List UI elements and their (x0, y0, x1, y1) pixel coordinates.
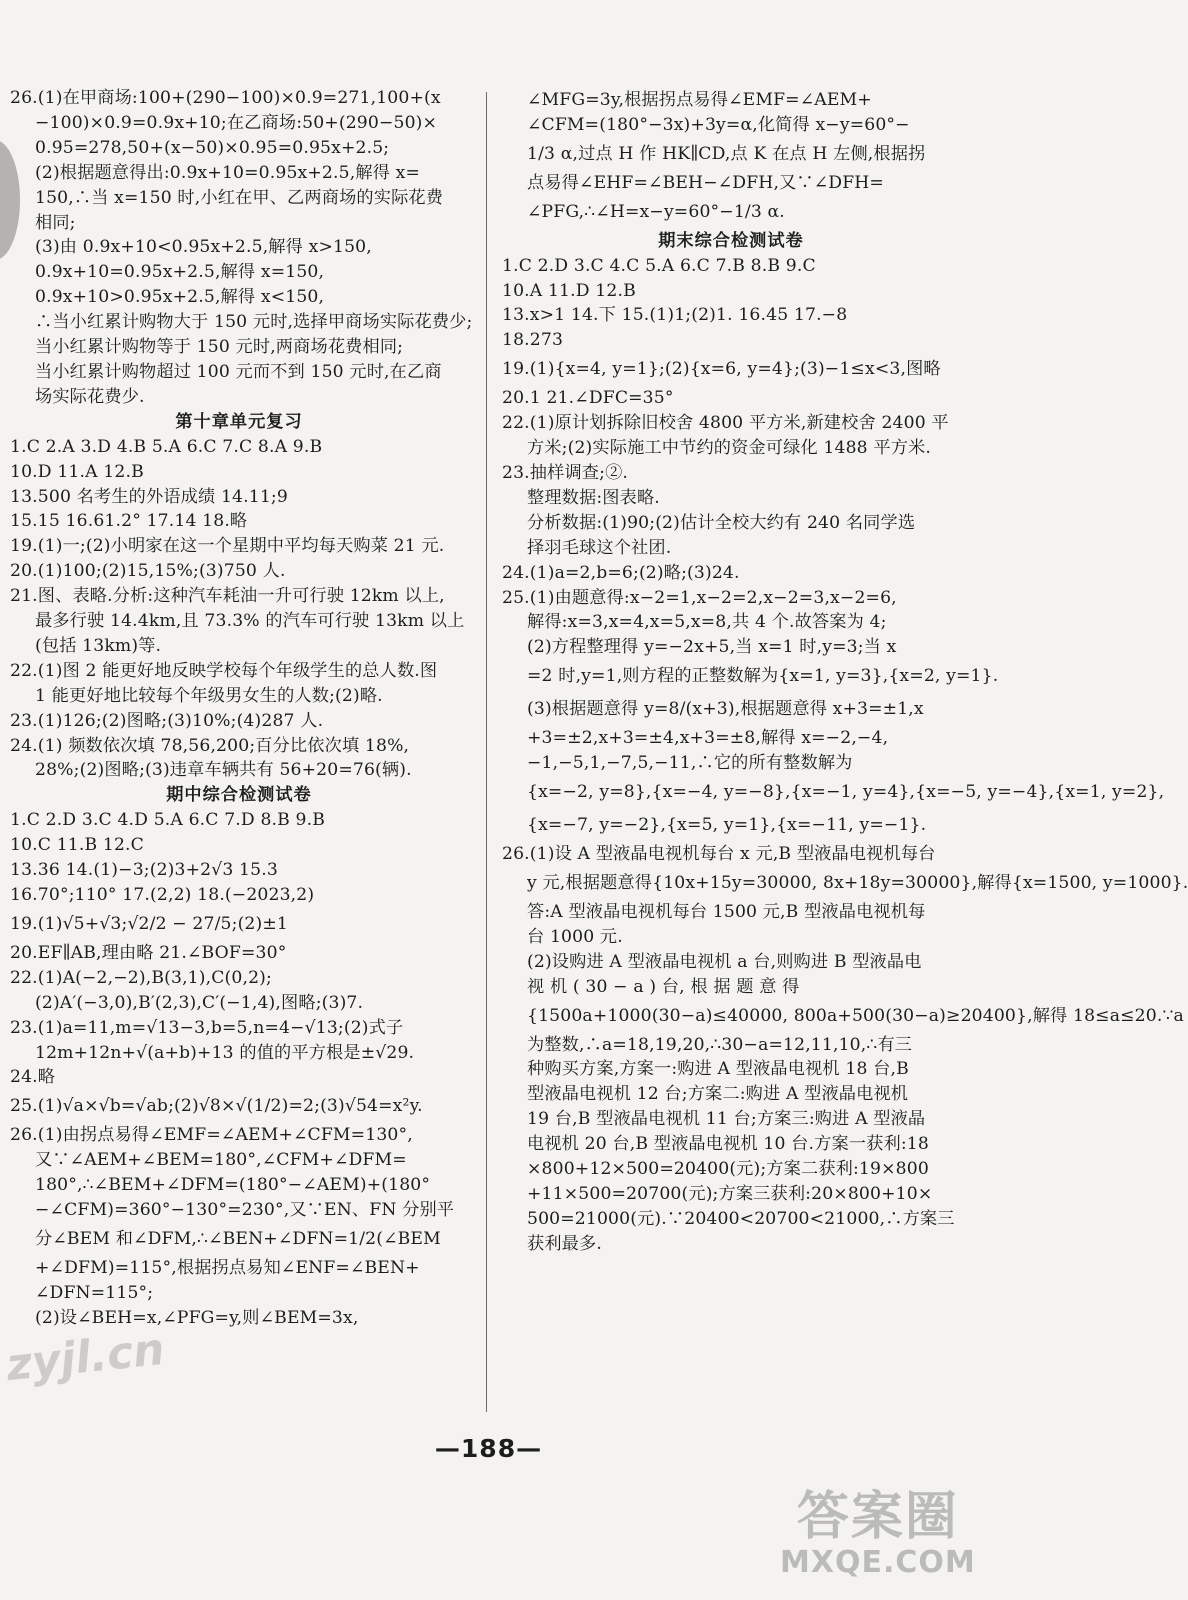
answer-line: 台 1000 元. (527, 926, 623, 947)
answer-line: ∠CFM=(180°−3x)+3y=α,化简得 x−y=60°− (527, 114, 910, 135)
answer-line: 23.抽样调查;②. (502, 462, 629, 483)
right-column (502, 88, 1188, 1257)
answer-line: ∴当小红累计购物大于 150 元时,选择甲商场实际花费少; (35, 312, 473, 333)
answer-line: 为整数,∴a=18,19,20,∴30−a=12,11,10,∴有三 (527, 1034, 913, 1055)
answer-line: 19 台,B 型液晶电视机 11 台;方案三:购进 A 型液晶 (527, 1109, 926, 1130)
answer-line: =2 时,y=1,则方程的正整数解为{x=1, y=3},{x=2, y=1}. (527, 666, 999, 687)
answer-line: 场实际花费少. (35, 386, 145, 407)
answer-line: (2)设∠BEH=x,∠PFG=y,则∠BEM=3x, (35, 1307, 359, 1328)
answer-line: {x=−2, y=8},{x=−4, y=−8},{x=−1, y=4},{x=−5, y=−4},{x=1, y=2}, (527, 782, 1165, 803)
answer-line: 1.C 2.D 3.C 4.D 5.A 6.C 7.D 8.B 9.B (10, 810, 326, 831)
answer-line: 1.C 2.A 3.D 4.B 5.A 6.C 7.C 8.A 9.B (10, 436, 323, 457)
watermark-mxqe-title: 答案圈 (796, 1487, 959, 1547)
answer-line: 16.70°;110° 17.(2,2) 18.(−2023,2) (10, 885, 315, 905)
answer-line: 当小红累计购物等于 150 元时,两商场花费相同; (35, 337, 404, 358)
answer-line: (3)由 0.9x+10<0.95x+2.5,解得 x>150, (35, 237, 372, 258)
answer-line: ×800+12×500=20400(元);方案二获利:19×800 (527, 1159, 929, 1180)
answer-line: 0.9x+10>0.95x+2.5,解得 x<150, (35, 287, 325, 308)
watermark-mxqe-url: MXQE.COM (780, 1545, 976, 1580)
answer-line: 答:A 型液晶电视机每台 1500 元,B 型液晶电视机每 (527, 901, 926, 922)
answer-line: 20.EF∥AB,理由略 21.∠BOF=30° (10, 942, 287, 963)
answer-line: 18.273 (502, 330, 564, 351)
answer-line: 15.15 16.61.2° 17.14 18.略 (10, 511, 248, 532)
answer-line: 1.C 2.D 3.C 4.C 5.A 6.C 7.B 8.B 9.C (502, 255, 816, 276)
answer-line: 0.95=278,50+(x−50)×0.95=0.95x+2.5; (35, 137, 390, 158)
answer-line: 25.(1)由题意得:x−2=1,x−2=2,x−2=3,x−2=6, (502, 587, 897, 608)
answer-line: 22.(1)A(−2,−2),B(3,1),C(0,2); (10, 967, 272, 988)
answer-line: 13.36 14.(1)−3;(2)3+2√3 15.3 (10, 860, 278, 881)
section-heading: 第十章单元复习 (175, 411, 303, 432)
answer-line: 12m+12n+√(a+b)+13 的值的平方根是±√29. (35, 1042, 415, 1063)
answer-line: ∠MFG=3y,根据拐点易得∠EMF=∠AEM+ (527, 90, 872, 110)
answer-line: 19.(1)√5+√3;√2/2 − 27/5;(2)±1 (10, 913, 289, 934)
answer-line: 电视机 20 台,B 型液晶电视机 10 台.方案一获利:18 (527, 1134, 929, 1155)
answer-line: 视 机 ( 30 − a ) 台, 根 据 题 意 得 (527, 976, 800, 997)
watermark-mxqe (780, 1488, 976, 1580)
answer-line: 24.略 (10, 1067, 56, 1088)
answer-line: 整理数据:图表略. (527, 487, 660, 508)
answer-line: 解得:x=3,x=4,x=5,x=8,共 4 个.故答案为 4; (527, 612, 887, 633)
answer-line: 23.(1)126;(2)图略;(3)10%;(4)287 人. (10, 710, 324, 731)
answer-line: 24.(1)a=2,b=6;(2)略;(3)24. (502, 562, 740, 583)
answer-line: (3)根据题意得 y=8/(x+3),根据题意得 x+3=±1,x (527, 699, 924, 720)
answer-line: 26.(1)设 A 型液晶电视机每台 x 元,B 型液晶电视机每台 (502, 844, 936, 865)
answer-line: 28%;(2)图略;(3)违章车辆共有 56+20=76(辆). (35, 760, 412, 781)
answer-line: −1,−5,1,−7,5,−11,∴它的所有整数解为 (527, 753, 853, 774)
answer-line: 22.(1)图 2 能更好地反映学校每个年级学生的总人数.图 (10, 660, 438, 681)
section-heading: 期中综合检测试卷 (166, 785, 312, 806)
answer-line: 0.9x+10=0.95x+2.5,解得 x=150, (35, 262, 325, 283)
answer-line: 种购买方案,方案一:购进 A 型液晶电视机 18 台,B (527, 1059, 909, 1080)
answer-line: 19.(1){x=4, y=1};(2){x=6, y=4};(3)−1≤x<3,图略 (502, 359, 941, 380)
answer-line: −100)×0.9=0.9x+10;在乙商场:50+(290−50)× (35, 112, 438, 133)
answer-line: (包括 13km)等. (35, 635, 162, 656)
answer-line: 500=21000(元).∵20400<20700<21000,∴方案三 (527, 1208, 955, 1229)
answer-line: 150,∴当 x=150 时,小红在甲、乙两商场的实际花费 (35, 187, 444, 208)
watermark-zyjl: zyjl.cn (3, 1323, 167, 1392)
column-divider (486, 92, 487, 1412)
answer-line: 相同; (35, 212, 76, 233)
answer-line: 获利最多. (527, 1233, 602, 1254)
answer-line: 20.1 21.∠DFC=35° (502, 388, 674, 409)
answer-line: 19.(1)一;(2)小明家在这一个星期中平均每天购菜 21 元. (10, 536, 445, 557)
answer-line: 20.(1)100;(2)15,15%;(3)750 人. (10, 561, 286, 582)
answer-line: (2)设购进 A 型液晶电视机 a 台,则购进 B 型液晶电 (527, 951, 922, 972)
answer-line: −∠CFM)=360°−130°=230°,又∵EN、FN 分别平 (35, 1200, 455, 1221)
answer-line: 21.图、表略.分析:这种汽车耗油一升可行驶 12km 以上, (10, 586, 445, 607)
answer-line: +∠DFM)=115°,根据拐点易知∠ENF=∠BEN+ (35, 1257, 420, 1278)
answer-line: 又∵∠AEM+∠BEM=180°,∠CFM+∠DFM= (35, 1150, 407, 1171)
answer-line: 点易得∠EHF=∠BEH−∠DFH,又∵∠DFH= (527, 172, 884, 193)
answer-line: (2)方程整理得 y=−2x+5,当 x=1 时,y=3;当 x (527, 637, 897, 658)
answer-line: 方米;(2)实际施工中节约的资金可绿化 1488 平方米. (527, 438, 931, 459)
answer-line: {1500a+1000(30−a)≤40000, 800a+500(30−a)≥20400},解得 18≤a≤20.∵a (527, 1005, 1184, 1026)
answer-line: 25.(1)√a×√b=√ab;(2)√8×√(1/2)=2;(3)√54=x²y. (10, 1096, 423, 1117)
answer-line: 26.(1)由拐点易得∠EMF=∠AEM+∠CFM=130°, (10, 1125, 413, 1146)
page-number: —188— (434, 1434, 543, 1463)
answer-line: 1/3 α,过点 H 作 HK∥CD,点 K 在点 H 左侧,根据拐 (527, 143, 926, 164)
section-heading: 期末综合检测试卷 (658, 230, 804, 251)
answer-line: y 元,根据题意得{10x+15y=30000, 8x+18y=30000},解得{x=1500, y=1000}. (527, 872, 1188, 893)
answer-line: (2)根据题意得出:0.9x+10=0.95x+2.5,解得 x= (35, 162, 421, 183)
answer-line: 当小红累计购物超过 100 元而不到 150 元时,在乙商 (35, 361, 442, 382)
answer-line: 分析数据:(1)90;(2)估计全校大约有 240 名同学选 (527, 512, 916, 533)
answer-line: 22.(1)原计划拆除旧校舍 4800 平方米,新建校舍 2400 平 (502, 413, 949, 434)
answer-line: 型液晶电视机 12 台;方案二:购进 A 型液晶电视机 (527, 1084, 909, 1105)
answer-line: 择羽毛球这个社团. (527, 537, 672, 558)
answer-line: 26.(1)在甲商场:100+(290−100)×0.9=271,100+(x (10, 88, 441, 108)
answer-line: +3=±2,x+3=±4,x+3=±8,解得 x=−2,−4, (527, 728, 889, 749)
answer-line: +11×500=20700(元);方案三获利:20×800+10× (527, 1184, 933, 1204)
left-column (10, 86, 473, 1331)
answer-line: 180°,∴∠BEM+∠DFM=(180°−∠AEM)+(180° (35, 1175, 431, 1196)
answer-line: 分∠BEM 和∠DFM,∴∠BEN+∠DFN=1/2(∠BEM (35, 1228, 441, 1249)
answer-line: (2)A′(−3,0),B′(2,3),C′(−1,4),图略;(3)7. (35, 992, 364, 1013)
answer-line: ∠DFN=115°; (35, 1282, 154, 1303)
answer-line: {x=−7, y=−2},{x=5, y=1},{x=−11, y=−1}. (527, 815, 927, 836)
answer-line: 24.(1) 频数依次填 78,56,200;百分比依次填 18%, (10, 735, 410, 756)
answer-line: 10.D 11.A 12.B (10, 461, 144, 482)
answer-line: 23.(1)a=11,m=√13−3,b=5,n=4−√13;(2)式子 (10, 1017, 404, 1038)
answer-line: 13.x>1 14.下 15.(1)1;(2)1. 16.45 17.−8 (502, 305, 848, 326)
answer-line: 10.C 11.B 12.C (10, 835, 144, 856)
answer-line: 最多行驶 14.4km,且 73.3% 的汽车可行驶 13km 以上 (35, 611, 465, 632)
answer-line: ∠PFG,∴∠H=x−y=60°−1/3 α. (527, 201, 785, 222)
answer-line: 1 能更好地比较每个年级男女生的人数;(2)略. (35, 685, 383, 706)
answer-line: 13.500 名考生的外语成绩 14.11;9 (10, 486, 288, 507)
answer-line: 10.A 11.D 12.B (502, 280, 636, 301)
